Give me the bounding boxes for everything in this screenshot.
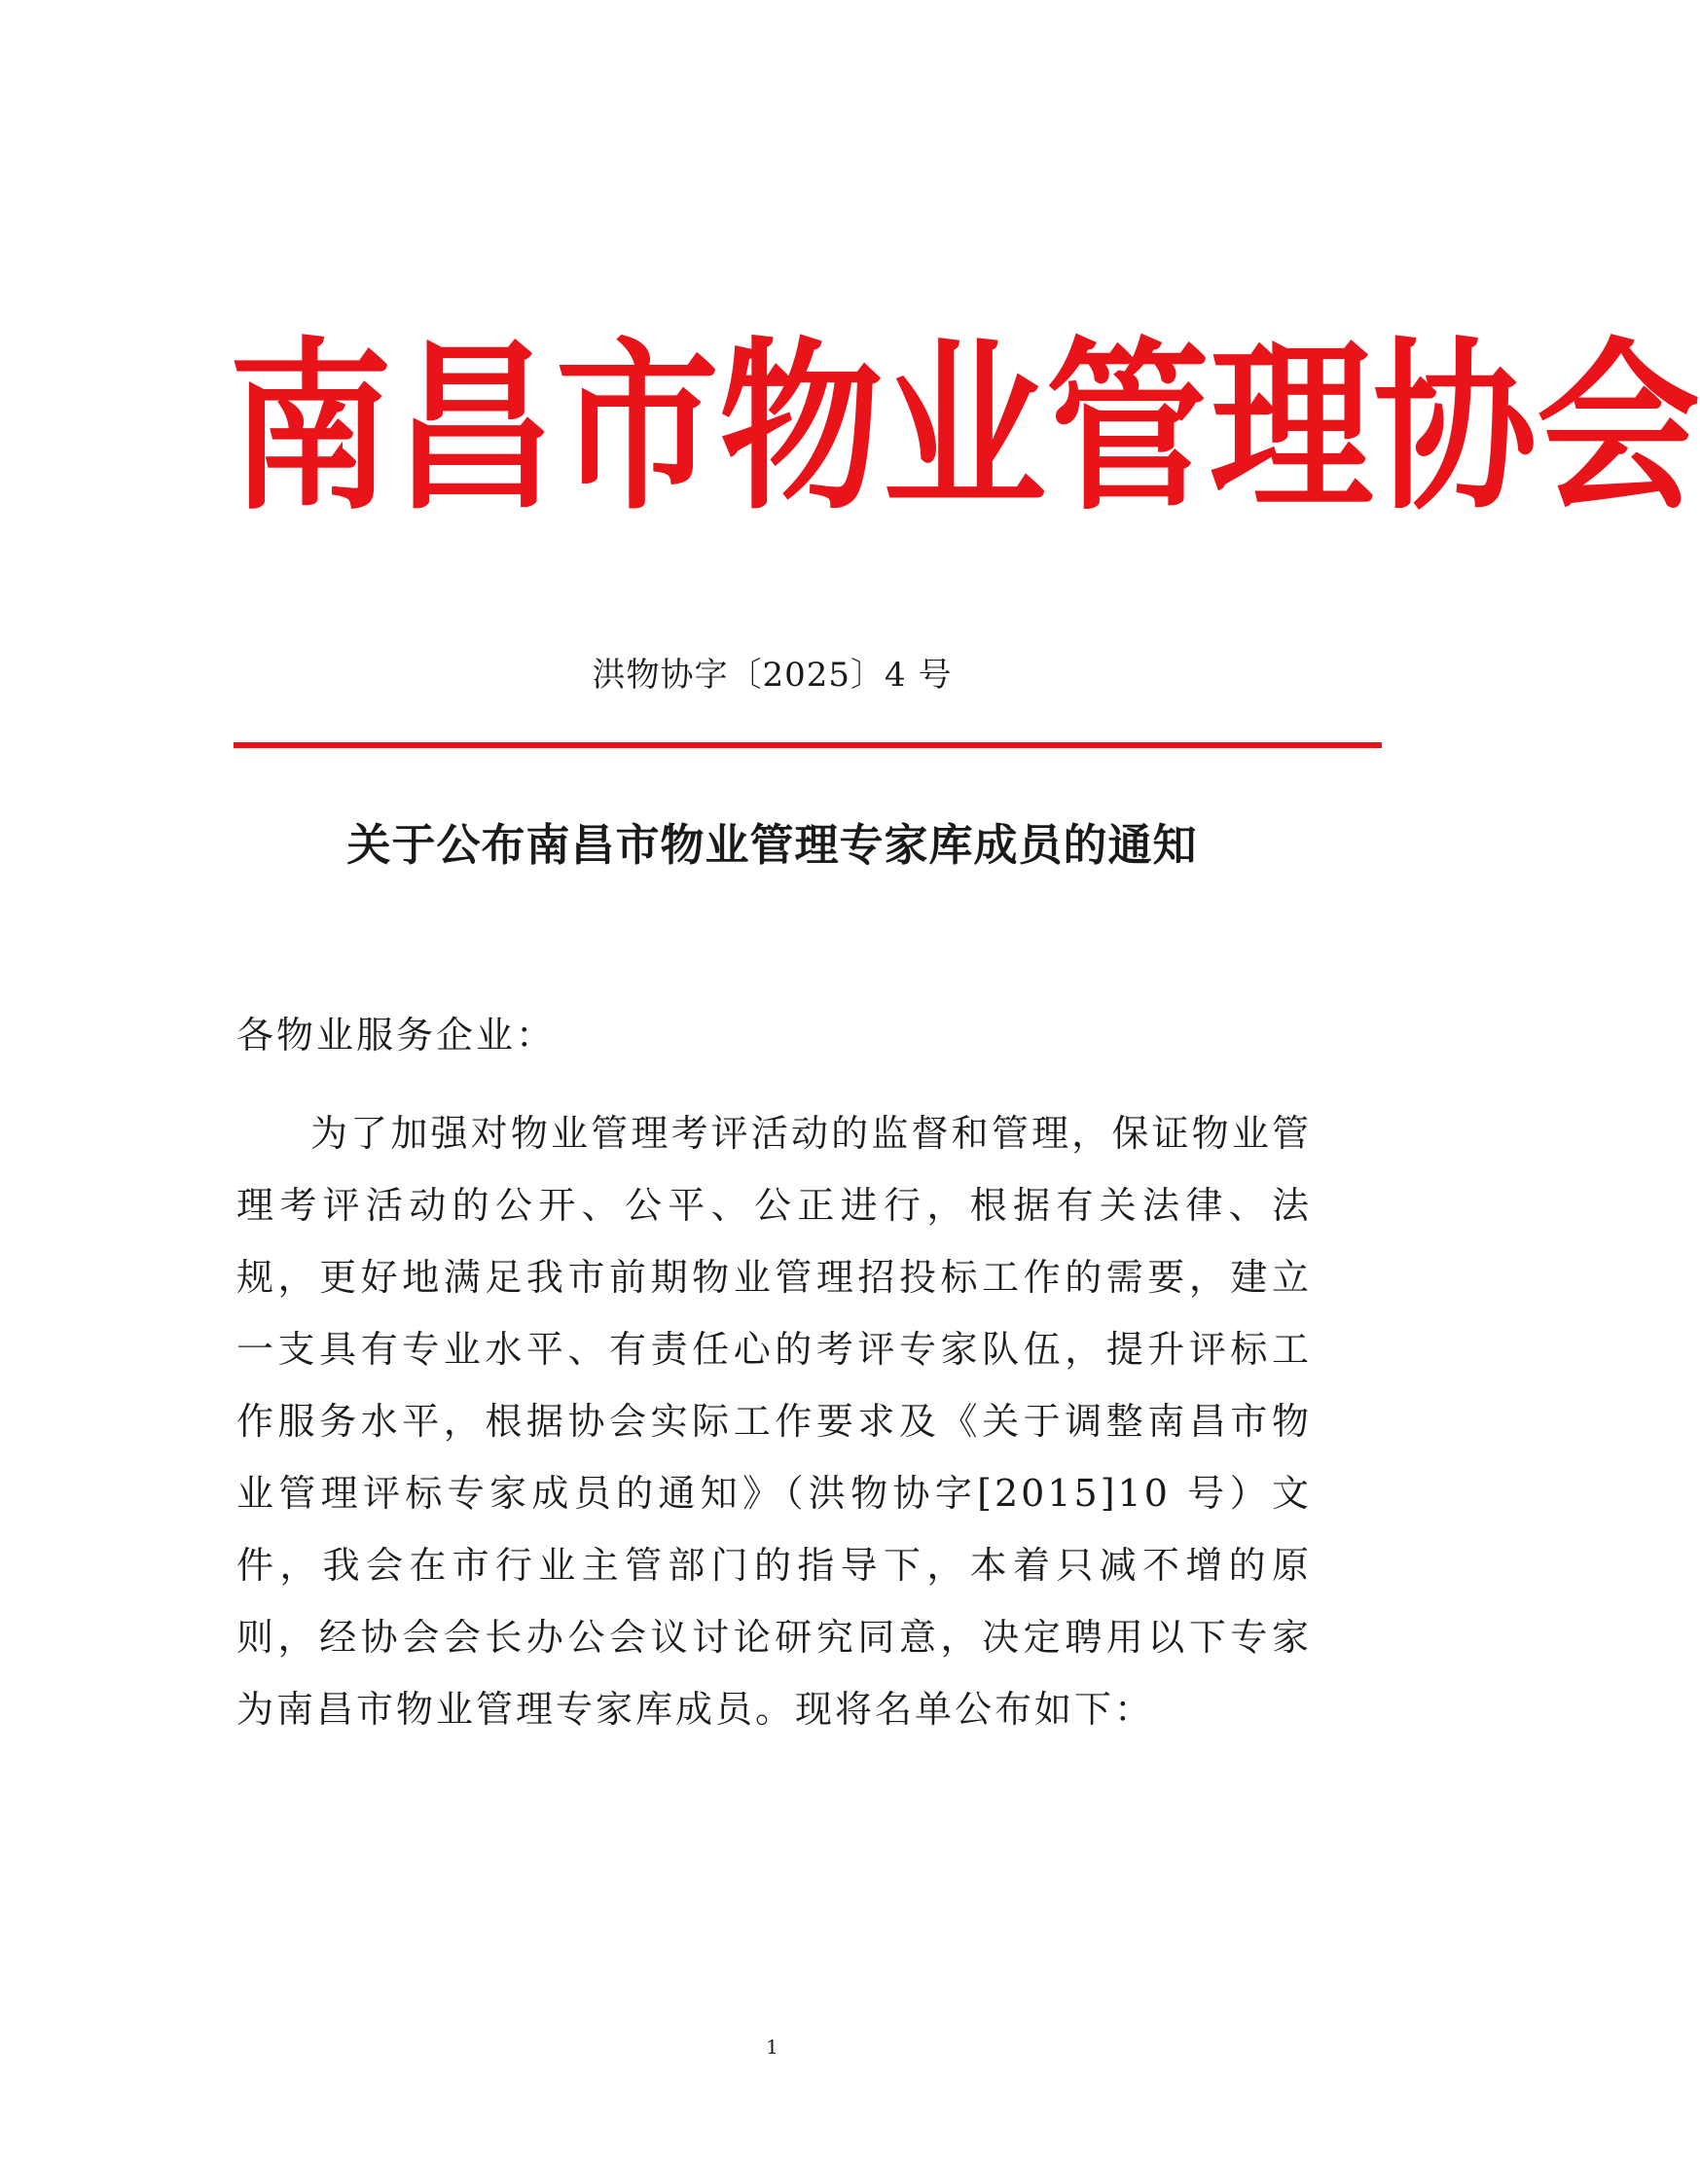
- masthead-char: 理: [1210, 321, 1373, 535]
- document-number: 洪物协字〔2025〕4 号: [592, 656, 953, 695]
- masthead-char: 会: [1537, 321, 1700, 535]
- masthead-char: 业: [883, 321, 1046, 535]
- masthead-char: 协: [1373, 321, 1537, 535]
- masthead-char: 南: [229, 321, 392, 535]
- page-number: 1: [766, 2035, 778, 2059]
- masthead-char: 昌: [392, 321, 556, 535]
- masthead-char: 市: [556, 321, 719, 535]
- body-paragraph: 为了加强对物业管理考评活动的监督和管理，保证物业管理考评活动的公开、公平、公正进行，根据有关法律、法规，更好地满足我市前期物业管理招投标工作的需要，建立一支具有专业水平、有责任心的考评专家队伍，提升评标工作服务水平，根据协会实际工作要求及《关于调整南昌市物业管理评标专家成员的通知》（洪物协字[2015]10 号）文件，我会在市行业主管部门的指导下，本着只减不增的原则，经协会会长办公会议讨论研究同意，决定聘用以下专家为南昌市物业管理专家库成员。现将名单公布如下：: [236, 1112, 1312, 1731]
- salutation: 各物业服务企业：: [236, 1014, 557, 1056]
- masthead-char: 物: [719, 321, 883, 535]
- masthead-char: 管: [1046, 321, 1210, 535]
- red-divider-line: [234, 742, 1382, 748]
- masthead-title: [229, 321, 1700, 535]
- document-title: 关于公布南昌市物业管理专家库成员的通知: [346, 819, 1198, 871]
